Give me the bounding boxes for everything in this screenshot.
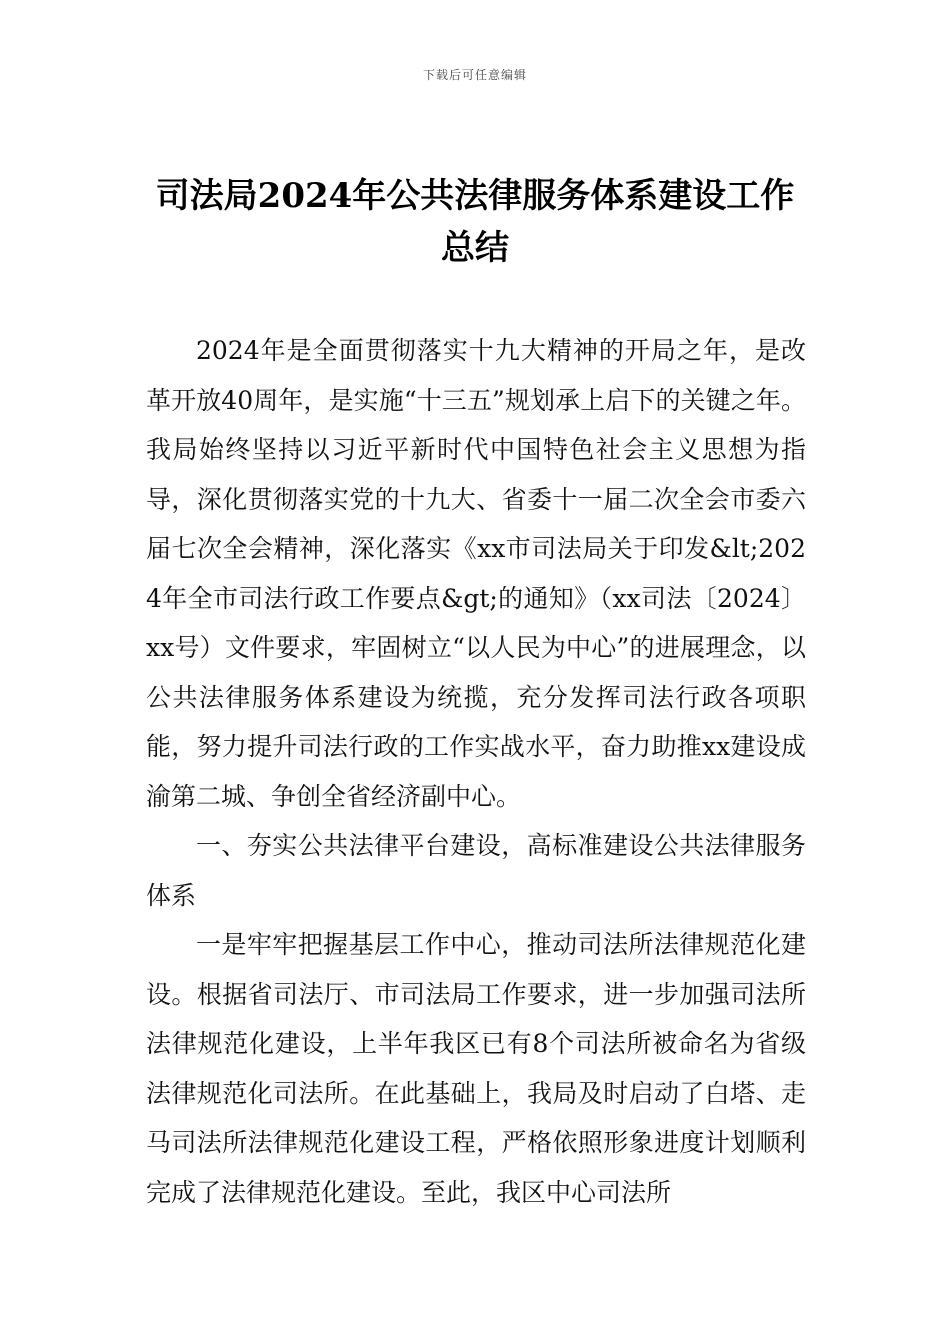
paragraph-intro: 2024年是全面贯彻落实十九大精神的开局之年，是改革开放40周年，是实施“十三五”规划承上启下的关键之年。我局始终坚持以习近平新时代中国特色社会主义思想为指导，深化贯彻落实党的十九大、省委十一届二次全会市委六届七次全会精神，深化落实《xx市司法局关于印发&lt;2024年全市司法行政工作要点&gt;的通知》（xx司法〔2024〕xx号）文件要求，牢固树立“以人民为中心”的进展理念，以公共法律服务体系建设为统揽，充分发挥司法行政各项职能，努力提升司法行政的工作实战水平，奋力助推xx建设成渝第二城、争创全省经济副中心。	[146, 336, 806, 811]
header-note: 下载后可任意编辑	[422, 68, 527, 82]
paragraph-section-heading: 一、夯实公共法律平台建设，高标准建设公共法律服务体系	[146, 831, 806, 910]
paragraph-point-one: 一是牢牢把握基层工作中心，推动司法所法律规范化建设。根据省司法厅、市司法局工作要求，进一步加强司法所法律规范化建设，上半年我区已有8个司法所被命名为省级法律规范化司法所。在此基础上，我局及时启动了白塔、走马司法所法律规范化建设工程，严格依照形象进度计划顺利完成了法律规范化建设。至此，我区中心司法所	[146, 930, 806, 1207]
document-body	[146, 326, 806, 1217]
title-line-1: 司法局2024年公共法律服务体系建设工作	[155, 176, 795, 216]
document-title	[130, 170, 820, 274]
title-line-2: 总结	[441, 228, 509, 268]
